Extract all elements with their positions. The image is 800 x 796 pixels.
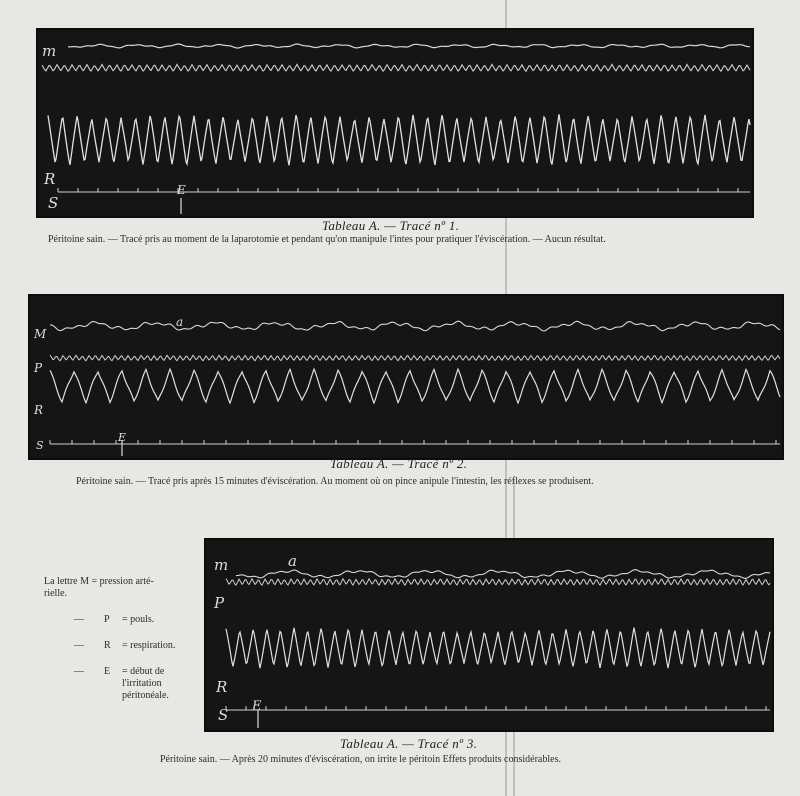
- legend-dash: —: [74, 614, 84, 625]
- label-p: P: [34, 361, 43, 375]
- legend-dash: —: [74, 640, 84, 651]
- trace-panel-1: [36, 28, 754, 218]
- label-m: m: [42, 42, 57, 60]
- time-signal-line: [58, 188, 750, 192]
- legend-letter: R: [104, 640, 111, 651]
- label-m: m: [214, 556, 229, 574]
- figure-description-2: Péritoine sain. — Tracé pris après 15 minutes d'éviscération. Au moment où on pince anipule l'intestin, les réflexes se produisent.: [76, 476, 594, 487]
- label-a: a: [176, 315, 184, 329]
- label-a: a: [288, 552, 297, 570]
- pulse-trace: [226, 579, 770, 585]
- legend-item-r: [44, 640, 206, 652]
- respiration-trace: [50, 369, 780, 403]
- label-e: E: [118, 431, 127, 444]
- label-s: S: [218, 706, 229, 724]
- time-signal-line: [226, 706, 770, 710]
- label-s: S: [36, 439, 44, 452]
- respiration-trace: [226, 628, 770, 669]
- legend-letter: E: [104, 666, 111, 677]
- trace-panel-2: [28, 294, 784, 460]
- label-r: R: [44, 170, 56, 188]
- legend-definition: = respiration.: [122, 640, 176, 651]
- figure-caption-1: Tableau A. — Tracé nº 1.: [322, 218, 460, 233]
- legend-item-e: [44, 666, 206, 706]
- label-m: M: [34, 327, 47, 341]
- label-r: R: [216, 678, 228, 696]
- trace-panel-3: [204, 538, 774, 732]
- label-s: S: [48, 194, 59, 212]
- respiration-trace: [48, 114, 750, 165]
- trace-plot-1: [38, 30, 752, 216]
- legend-intro: La lettre M = pression arté-rielle.: [44, 576, 154, 599]
- legend-definition: = début de l'irritation péritonéale.: [122, 666, 169, 701]
- pulse-trace: [50, 355, 780, 361]
- legend-dash: —: [74, 666, 84, 677]
- legend-definition: = pouls.: [122, 614, 155, 625]
- pressure-trace: [236, 570, 770, 579]
- figure-description-1: Péritoine sain. — Tracé pris au moment de la laparotomie et pendant qu'on manipule l'intes pour pratiquer l'éviscération. — Aucun résultat.: [48, 234, 606, 245]
- figure-caption-2: Tableau A. — Tracé nº 2.: [330, 456, 468, 471]
- label-r: R: [34, 403, 44, 417]
- pressure-trace: [50, 321, 780, 331]
- label-e: E: [252, 699, 262, 714]
- time-signal-line: [50, 440, 780, 444]
- trace-plot-2: [30, 296, 782, 458]
- legend-item-p: [44, 614, 206, 626]
- legend-letter: P: [104, 614, 110, 625]
- pressure-trace: [68, 44, 750, 48]
- pulse-trace: [42, 64, 750, 71]
- figure-description-3: Péritoine sain. — Après 20 minutes d'éviscération, on irrite le péritoin Effets produits considérables.: [160, 754, 561, 765]
- figure-caption-3: Tableau A. — Tracé nº 3.: [340, 736, 478, 751]
- label-e: E: [177, 183, 186, 197]
- label-p: P: [214, 594, 225, 612]
